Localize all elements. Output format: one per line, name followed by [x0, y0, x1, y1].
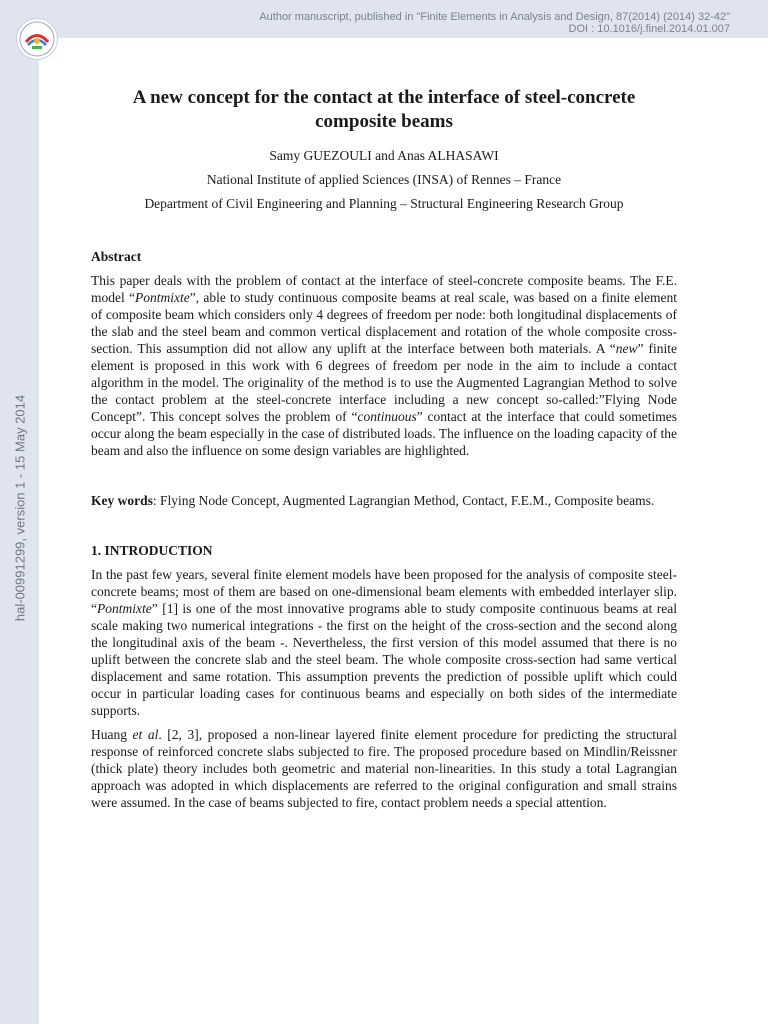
keywords [91, 492, 677, 509]
italic-term: Pontmixte [97, 601, 152, 616]
affiliation-department: Department of Civil Engineering and Planning – Structural Engineering Research Group [144, 196, 624, 211]
keywords-text: : Flying Node Concept, Augmented Lagrangian Method, Contact, F.E.M., Composite beams. [152, 493, 655, 508]
introduction-paragraph-2: Huang et al. [2, 3], proposed a non-linear layered finite element procedure for predicting the structural response of reinforced concrete slabs subjected to fire. The proposed procedure based on Mindlin/Reissner (thick plate) theory includes both geometric and material non-linearities. In this study a total Lagrangian approach was adopted in which displacements are referred to the original configuration and small strains were assumed. In the case of beams subjected to fire, contact problem needs a special attention. [91, 727, 677, 810]
keywords-label: Key words [91, 493, 153, 508]
abstract-heading: Abstract [91, 249, 142, 264]
italic-term: continuous [357, 409, 417, 424]
introduction-heading: 1. INTRODUCTION [91, 543, 213, 558]
doi-line: DOI : 10.1016/j.finel.2014.01.007 [568, 23, 730, 35]
hal-archive-logo-icon [17, 19, 57, 59]
introduction-paragraph-1: In the past few years, several finite element models have been proposed for the analysis of composite steel-concrete beams; most of them are based on one-dimensional beam elements with embedded interlayer slip. “Pontmixte” [1] is one of the most innovative programs able to study composite continuous beams at real scale making two numerical integrations - the first on the height of the cross-section and the second along the longitudinal axis of the beam -. Nevertheless, the first version of this model assumed that there is no uplift between the concrete slab and the steel beam. The whole composite cross-section had same vertical displacement and same rotation. This assumption prevents the prediction of possible uplift which could occur in particular loading cases for continuous beams and especially on both sides of the intermediate supports. [91, 567, 677, 718]
publication-line: Author manuscript, published in "Finite Elements in Analysis and Design, 87(2014) (2014) 32-42" [259, 11, 730, 23]
italic-term: new [615, 341, 638, 356]
italic-term: et al [132, 727, 159, 742]
author-list: Samy GUEZOULI and Anas ALHASAWI [269, 148, 499, 163]
abstract-text: This paper deals with the problem of contact at the interface of steel-concrete composite beams. The F.E. model “Pontmixte”, able to study continuous composite beams at real scale, was based on a finite element of composite beam which considers only 4 degrees of freedom per node: both longitudinal displacements of the slab and the steel beam and common vertical displacement and rotation of the whole composite cross-section. This assumption did not allow any uplift at the interface between both materials. A “new” finite element is proposed in this work with 6 degrees of freedom per node in the aim to include a contact algorithm in the model. The originality of the method is to use the Augmented Lagrangian Method to solve the contact problem at the steel-concrete interface including a new concept so-called:”Flying Node Concept”. This concept solves the problem of “continuous” contact at the interface that could sometimes occur along the beam especially in the case of distributed loads. The influence on the loading capacity of the beam and also the influence on some design variables are highlighted. [91, 273, 678, 458]
hal-identifier: hal-00991299, version 1 - 15 May 2014 [12, 394, 28, 622]
paper-body [91, 86, 677, 811]
publication-note [259, 11, 730, 35]
affiliation-institute: National Institute of applied Sciences (INSA) of Rennes – France [206, 172, 562, 187]
paper-title: A new concept for the contact at the interface of steel-concrete composite beams [132, 87, 636, 132]
italic-term: Pontmixte [134, 290, 190, 305]
